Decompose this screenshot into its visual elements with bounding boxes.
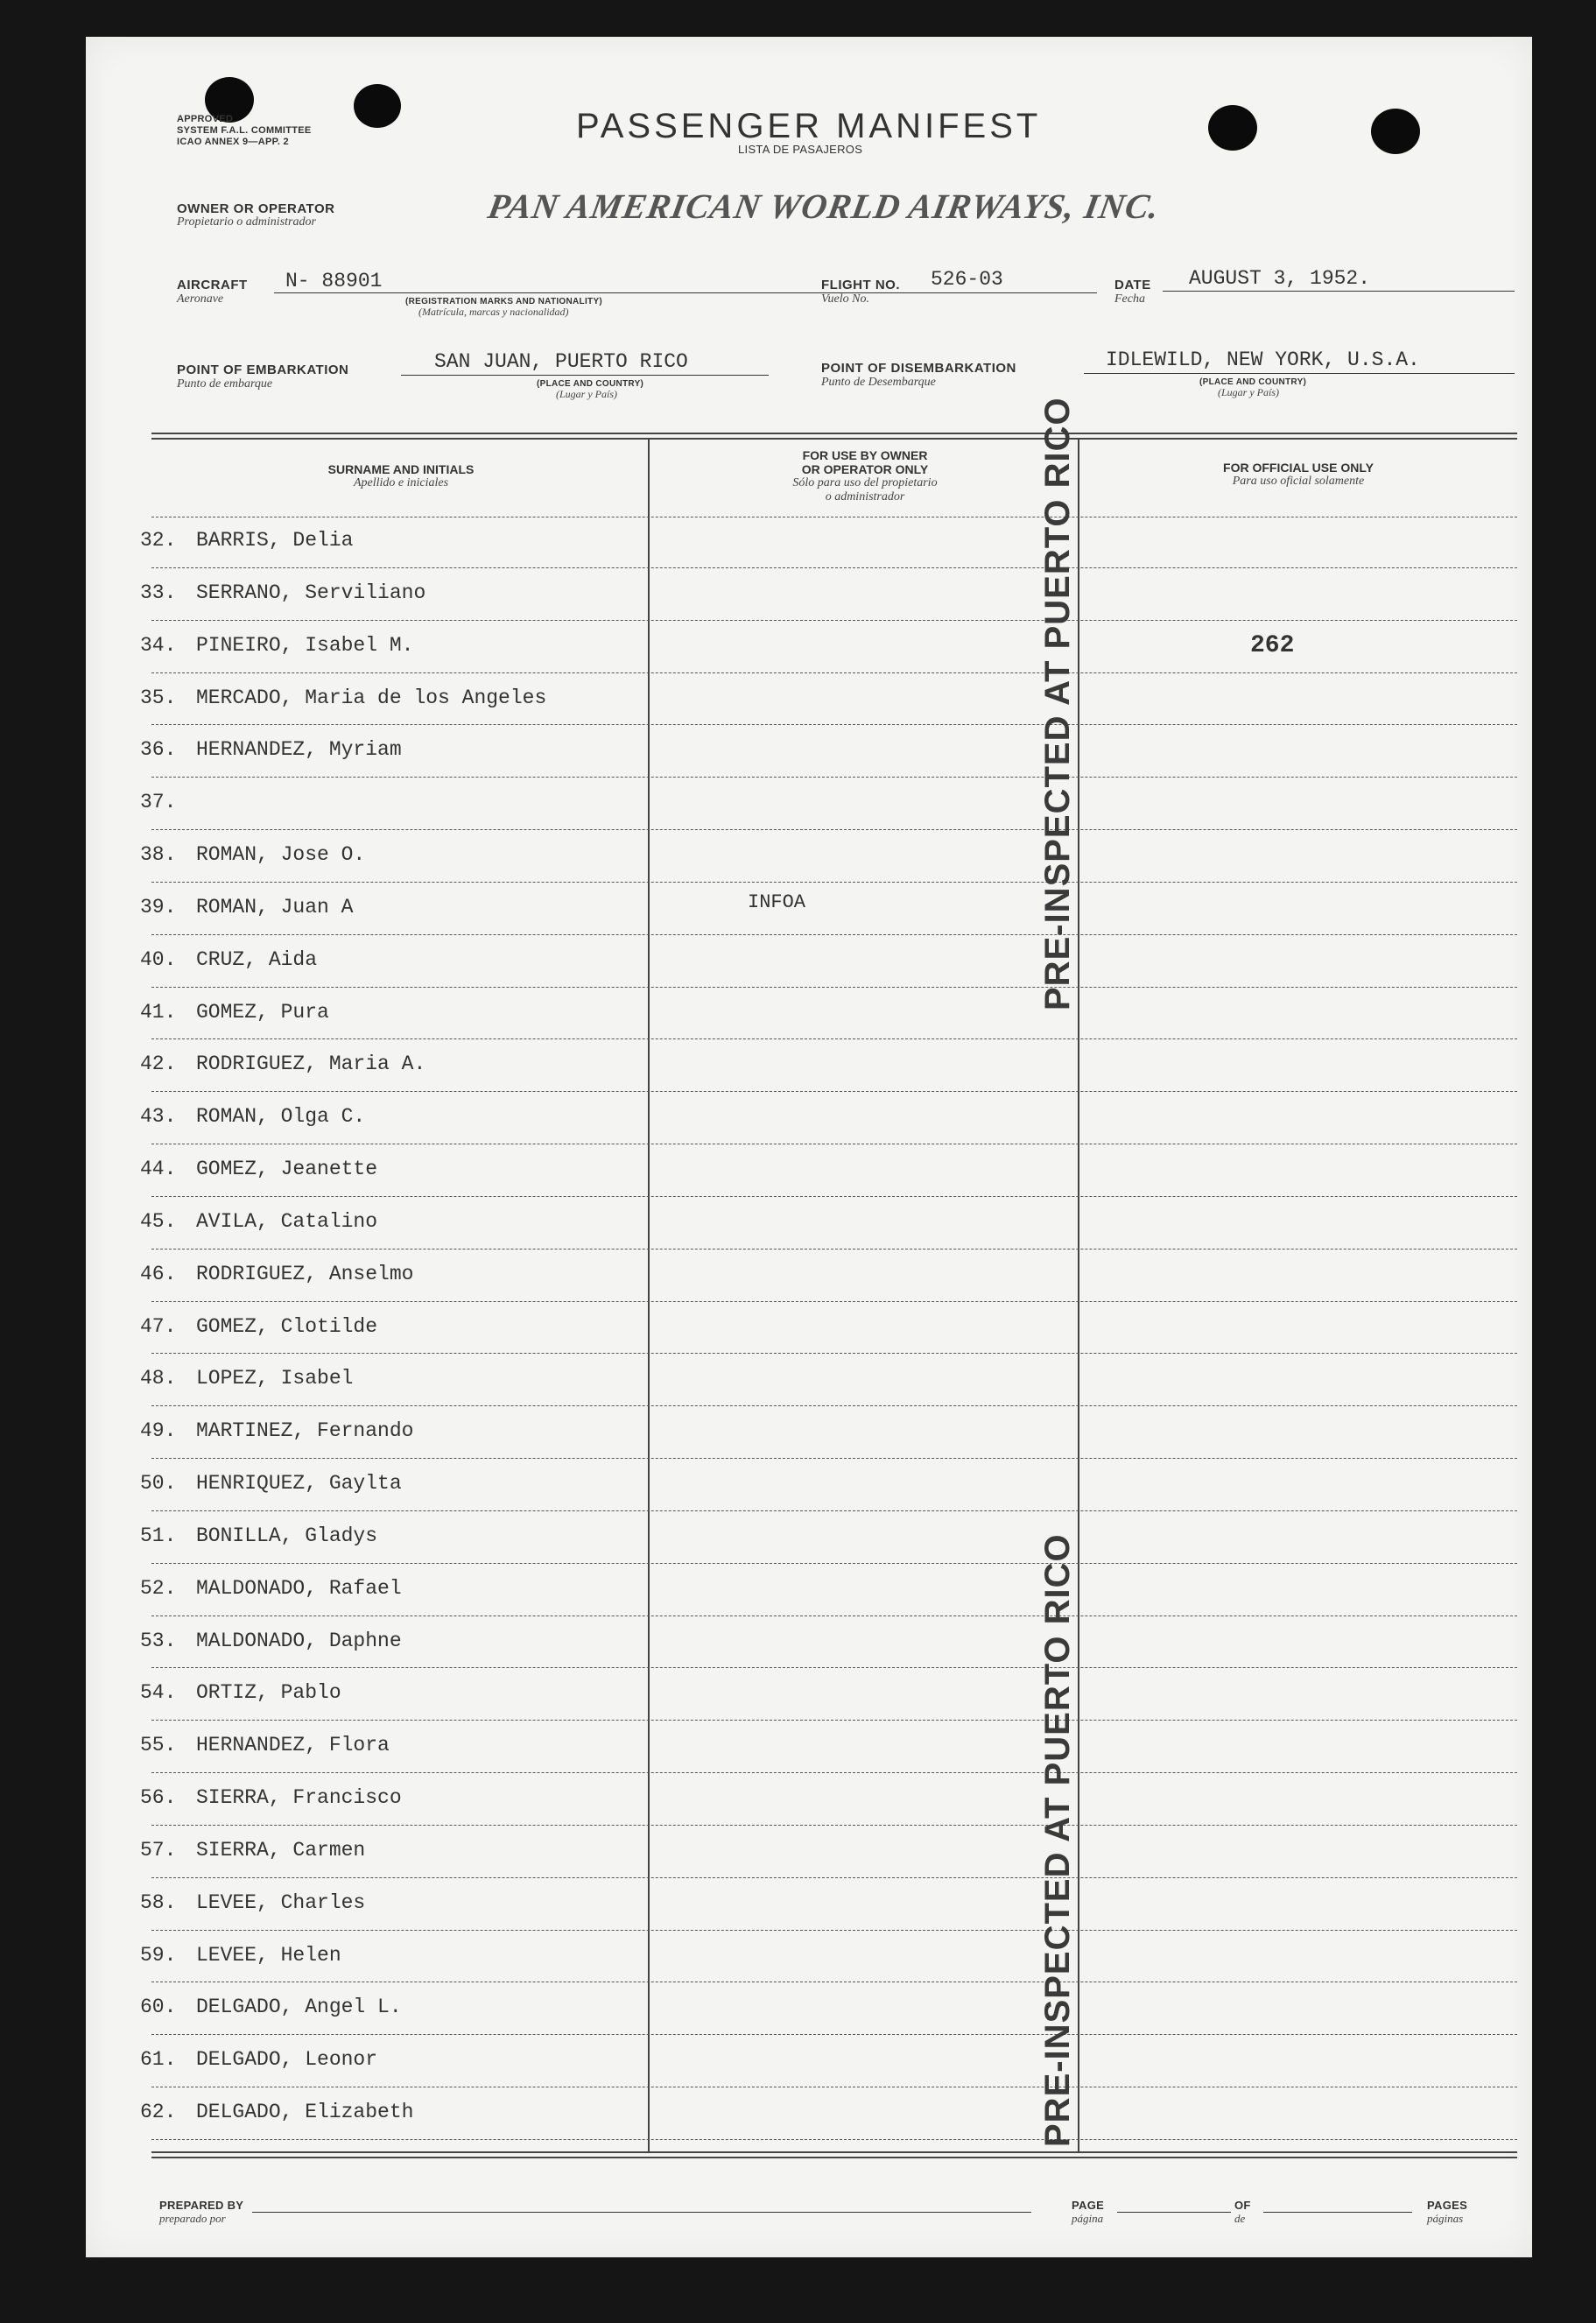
passenger-number: 41. [140,1000,177,1024]
passenger-name: GOMEZ, Clotilde [196,1314,378,1338]
aircraft-label-es: Aeronave [177,292,224,306]
passenger-number: 32. [140,529,177,552]
page-label: PAGE [1072,2199,1105,2212]
embark-label: POINT OF EMBARKATION [177,363,349,377]
punch-hole [1371,109,1420,154]
passenger-name: BONILLA, Gladys [196,1524,378,1547]
row-rule [151,1458,1517,1459]
aircraft-label: AIRCRAFT [177,278,248,292]
approval-line: ICAO ANNEX 9—APP. 2 [177,137,289,147]
row-rule [151,1353,1517,1354]
registration-note: (REGISTRATION MARKS AND NATIONALITY) [405,297,603,306]
passenger-name: DELGADO, Leonor [196,2048,378,2072]
passenger-number: 40. [140,947,177,971]
passenger-name: ROMAN, Olga C. [196,1105,366,1129]
passenger-name: RODRIGUEZ, Anselmo [196,1262,414,1285]
passenger-name: AVILA, Catalino [196,1209,378,1233]
page-title: PASSENGER MANIFEST [576,107,1042,145]
passenger-name: DELGADO, Elizabeth [196,2101,414,2124]
col-official-sub: Para uso oficial solamente [1232,475,1365,488]
place-note-es: (Lugar y País) [1218,386,1279,398]
passenger-name: SERRANO, Serviliano [196,581,426,604]
disembark-label: POINT OF DISEMBARKATION [821,361,1016,376]
of-label-es: de [1234,2212,1246,2225]
passenger-name: PINEIRO, Isabel M. [196,633,414,657]
col-operator-header [664,448,1066,504]
passenger-name: SIERRA, Francisco [196,1786,402,1810]
prepared-label-es: preparado por [159,2212,226,2225]
passenger-number: 60. [140,1996,177,2019]
approval-block [177,114,312,148]
column-divider [648,438,650,2151]
punch-hole [354,84,401,128]
place-note-es: (Lugar y País) [556,388,617,400]
date-label-es: Fecha [1114,292,1145,306]
registration-note-es: (Matrícula, marcas y nacionalidad) [418,306,569,318]
column-divider [1078,438,1079,2151]
approval-line: APPROVED [177,114,234,124]
owner-label: OWNER OR OPERATOR [177,201,335,216]
passenger-number: 45. [140,1209,177,1233]
passenger-name: HERNANDEZ, Myriam [196,738,402,762]
passenger-name: HENRIQUEZ, Gaylta [196,1472,402,1496]
owner-label-es: Propietario o administrador [177,215,316,229]
passenger-number: 46. [140,1262,177,1285]
passenger-number: 33. [140,581,177,604]
passenger-number: 37. [140,791,177,814]
passenger-number: 52. [140,1576,177,1600]
passenger-name: LEVEE, Helen [196,1943,341,1967]
row-rule [151,567,1517,568]
pages-label: PAGES [1427,2199,1468,2212]
passenger-name: BARRIS, Delia [196,529,354,552]
passenger-name: GOMEZ, Jeanette [196,1158,378,1181]
passenger-number: 56. [140,1786,177,1810]
row-rule [151,1825,1517,1826]
passenger-number: 44. [140,1158,177,1181]
passenger-name: LOPEZ, Isabel [196,1367,354,1390]
row-rule [151,1877,1517,1878]
date-value: AUGUST 3, 1952. [1189,267,1371,290]
row-rule [151,1772,1517,1773]
passenger-name: MALDONADO, Rafael [196,1576,402,1600]
page-label-es: página [1072,2212,1104,2225]
passenger-name: ROMAN, Juan A [196,895,354,919]
passenger-number: 55. [140,1734,177,1757]
passenger-name: ORTIZ, Pablo [196,1681,341,1705]
passenger-name: SIERRA, Carmen [196,1838,366,1862]
col-operator-sub: Sólo para uso del propietario [792,476,938,489]
passenger-name: HERNANDEZ, Flora [196,1734,390,1757]
page-title-es: LISTA DE PASAJEROS [738,143,863,156]
passenger-name: DELGADO, Angel L. [196,1996,402,2019]
flight-label-es: Vuelo No. [821,292,869,306]
row-rule [151,1196,1517,1197]
operator-note: INFOA [748,891,806,913]
passenger-number: 47. [140,1314,177,1338]
embark-value: SAN JUAN, PUERTO RICO [434,350,688,373]
col-operator-title: FOR USE BY OWNER [802,448,928,462]
owner-value: PAN AMERICAN WORLD AIRWAYS, INC. [485,187,1164,226]
passenger-number: 62. [140,2101,177,2124]
row-rule [151,1563,1517,1564]
row-rule [151,620,1517,621]
passenger-number: 50. [140,1472,177,1496]
row-rule [151,2034,1517,2035]
row-rule [151,1510,1517,1511]
passenger-name: CRUZ, Aida [196,947,318,971]
aircraft-value: N- 88901 [285,270,383,292]
passenger-number: 43. [140,1105,177,1129]
passenger-number: 38. [140,843,177,867]
row-rule [151,1667,1517,1668]
passenger-name: GOMEZ, Pura [196,1000,329,1024]
row-rule [151,1301,1517,1302]
passenger-number: 36. [140,738,177,762]
prepared-label: PREPARED BY [159,2199,244,2212]
row-rule [151,724,1517,725]
row-rule [151,1091,1517,1092]
approval-line: SYSTEM F.A.L. COMMITTEE [177,125,312,136]
row-rule [151,987,1517,988]
row-rule [151,1405,1517,1406]
row-rule [151,1930,1517,1931]
place-note: (PLACE AND COUNTRY) [1199,377,1307,387]
pre-inspected-stamp: PRE-INSPECTED AT PUERTO RICO [1038,1533,1077,2147]
passenger-number: 34. [140,633,177,657]
passenger-number: 57. [140,1838,177,1862]
flight-label: FLIGHT NO. [821,278,900,292]
passenger-number: 53. [140,1629,177,1652]
passenger-number: 49. [140,1419,177,1443]
col-surname-title: SURNAME AND INITIALS [327,462,475,476]
passenger-name: MARTINEZ, Fernando [196,1419,414,1443]
passenger-name: RODRIGUEZ, Maria A. [196,1052,426,1076]
col-operator-sub-2: o administrador [825,490,905,503]
passenger-number: 35. [140,686,177,709]
passenger-number: 51. [140,1524,177,1547]
row-rule [151,934,1517,935]
passenger-number: 59. [140,1943,177,1967]
passenger-name: MALDONADO, Daphne [196,1629,402,1652]
passenger-number: 48. [140,1367,177,1390]
passenger-name: MERCADO, Maria de los Angeles [196,686,547,709]
row-rule [151,829,1517,830]
col-official-header [1093,461,1504,489]
col-official-title: FOR OFFICIAL USE ONLY [1223,461,1374,475]
of-label: OF [1234,2199,1251,2212]
place-note: (PLACE AND COUNTRY) [537,379,644,389]
punch-hole [1208,105,1257,151]
manifest-sheet [86,37,1532,2257]
passenger-number: 61. [140,2048,177,2072]
pages-label-es: páginas [1427,2212,1464,2225]
flight-value: 526-03 [931,268,1003,291]
row-rule [151,777,1517,778]
passenger-name: LEVEE, Charles [196,1890,366,1914]
row-rule [151,672,1517,673]
date-label: DATE [1114,278,1151,292]
official-note: 262 [1250,632,1295,659]
col-surname-header [173,462,629,490]
row-rule [151,1720,1517,1721]
disembark-label-es: Punto de Desembarque [821,376,936,389]
col-operator-title-2: OR OPERATOR ONLY [801,462,929,476]
row-rule [151,2139,1517,2140]
passenger-name: ROMAN, Jose O. [196,843,366,867]
row-rule [151,882,1517,883]
row-rule [151,1038,1517,1039]
passenger-number: 42. [140,1052,177,1076]
passenger-number: 54. [140,1681,177,1705]
embark-label-es: Punto de embarque [177,377,273,391]
passenger-number: 39. [140,895,177,919]
pre-inspected-stamp: PRE-INSPECTED AT PUERTO RICO [1038,397,1077,1010]
disembark-value: IDLEWILD, NEW YORK, U.S.A. [1106,348,1420,371]
passenger-number: 58. [140,1890,177,1914]
col-surname-sub: Apellido e iniciales [353,476,449,489]
